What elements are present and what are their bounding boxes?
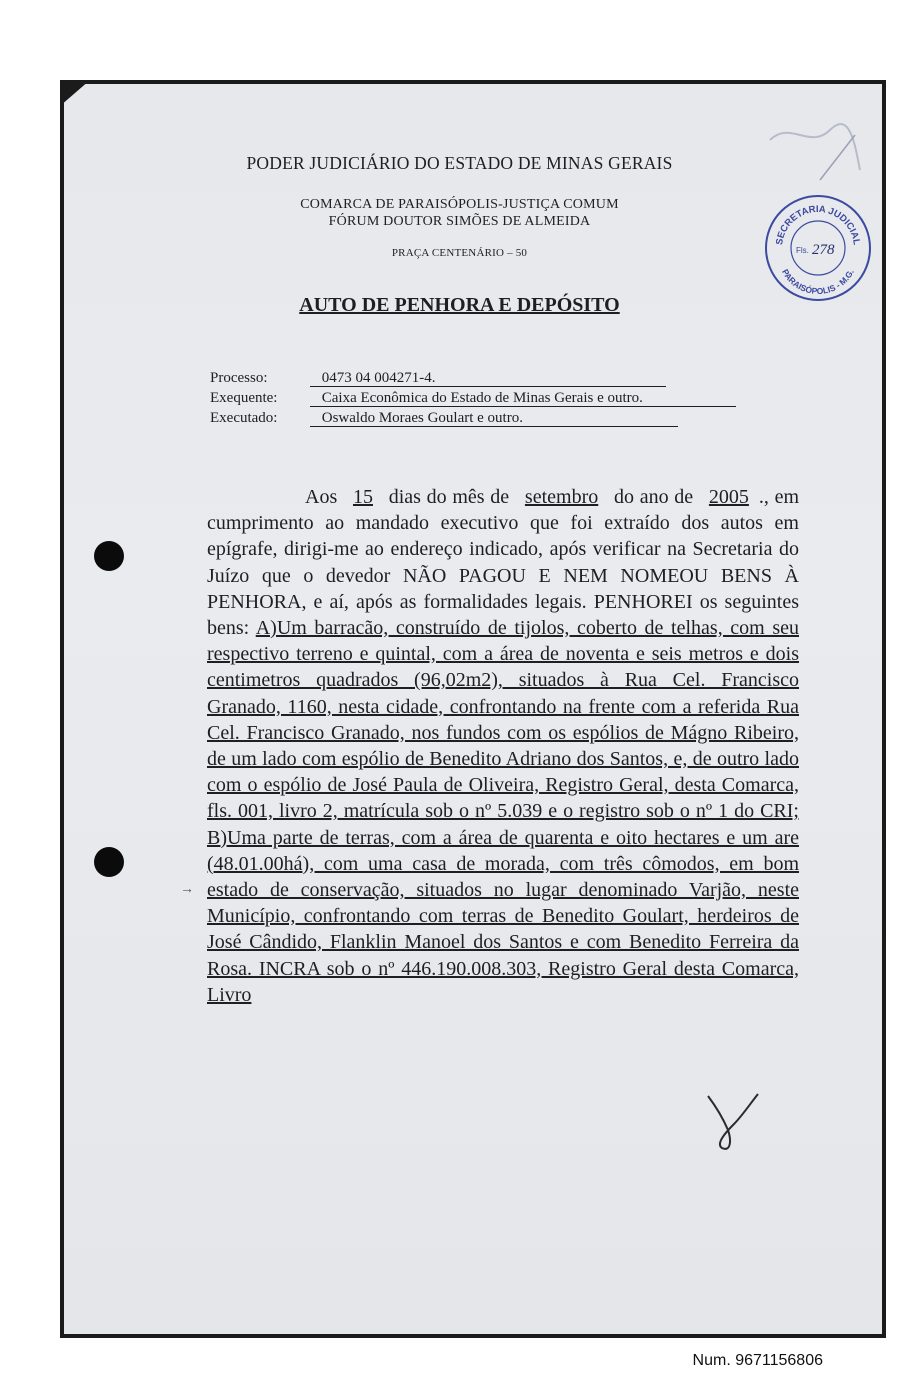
handwritten-initial-mark (760, 110, 870, 190)
court-district-line: COMARCA DE PARAISÓPOLIS-JUSTIÇA COMUM (300, 197, 619, 212)
punch-hole (94, 541, 124, 571)
document-title: AUTO DE PENHORA E DEPÓSITO (299, 294, 620, 316)
court-address: PRAÇA CENTENÁRIO – 50 (391, 247, 528, 259)
punch-hole (94, 847, 124, 877)
exequente-value: Caixa Econômica do Estado de Minas Gerais e outro. (310, 390, 736, 407)
processo-row (210, 368, 736, 388)
forum-name: FÓRUM DOUTOR SIMÕES DE ALMEIDA (328, 214, 591, 229)
stamp-text-top: SECRETARIA JUDICIAL (774, 203, 862, 246)
margin-mark-icon: → (180, 882, 194, 897)
stamp-text-bottom: PARAISÓPOLIS - M.G. (780, 267, 856, 297)
body-day: 15 (352, 486, 373, 508)
processo-value: 0473 04 004271-4. (310, 370, 666, 387)
page-corner-fold (60, 80, 90, 106)
executado-label: Executado: (210, 410, 278, 426)
body-paragraph-intro: ., em cumprimento ao mandado executivo que foi extraído dos autos em epígrafe, dirigi-me ao endereço indicado, após verificar na Secretaria do Juízo que o devedor NÃO PAGOU E NEM NOMEOU BENS À PENHORA, e aí, após as formalidades legais. PENHOREI os seguintes bens: (207, 486, 800, 640)
handwritten-initial-signature (700, 1090, 770, 1160)
executado-value: Oswaldo Moraes Goulart e outro. (310, 410, 678, 427)
body-penhora-items: A)Um barracão, construído de tijolos, coberto de telhas, com seu respectivo terreno e quintal, com a área de noventa e seis metros e dois centimetros quadrados (96,02m2), situados à Rua Cel. Francisco Granado, 1160, nesta cidade, confrontando na frente com a referida Rua Cel. Francisco Granado, nos fundos com os espólios de Mágno Ribeiro, de um lado com espólio de Benedito Adriano dos Santos, e, de outro lado com o espólio de José Paula de Oliveira, Registro Geral, desta Comarca, fls. 001, livro 2, matrícula sob o nº 5.039 e o registro sob o nº 1 do CRI; B)Uma parte de terras, com a área de quarenta e oito hectares e um are (48.01.00há), com uma casa de morada, com três cômodos, em bom estado de conservação, situados no lugar denominado Varjão, neste Município, confrontando com terras de Benedito Goulart, herdeiros de José Cândido, Flanklin Manoel dos Santos e com Benedito Ferreira da Rosa. INCRA sob o nº 446.190.008.303, Registro Geral desta Comarca, Livro (207, 617, 799, 1006)
stamp-fls-label: Fls. (796, 246, 809, 255)
stamp-fls-number: 278 (812, 242, 835, 258)
body-dias-do-mes: dias do mês de (388, 486, 510, 508)
processo-label: Processo: (210, 370, 268, 386)
secretaria-judicial-stamp (760, 190, 876, 306)
svg-text:SECRETARIA JUDICIAL (774, 204, 862, 246)
exequente-row (210, 388, 736, 408)
case-info (210, 368, 736, 428)
body-aos: Aos (305, 486, 338, 508)
body-month: setembro (524, 486, 599, 508)
body-do-ano: do ano de (613, 486, 694, 508)
court-name: PODER JUDICIÁRIO DO ESTADO DE MINAS GERAIS (246, 153, 673, 173)
body-text (207, 484, 799, 1008)
document-number: Num. 9671156806 (692, 1352, 823, 1369)
executado-row (210, 408, 736, 428)
exequente-label: Exequente: (210, 390, 278, 406)
body-year: 2005 (708, 486, 749, 508)
